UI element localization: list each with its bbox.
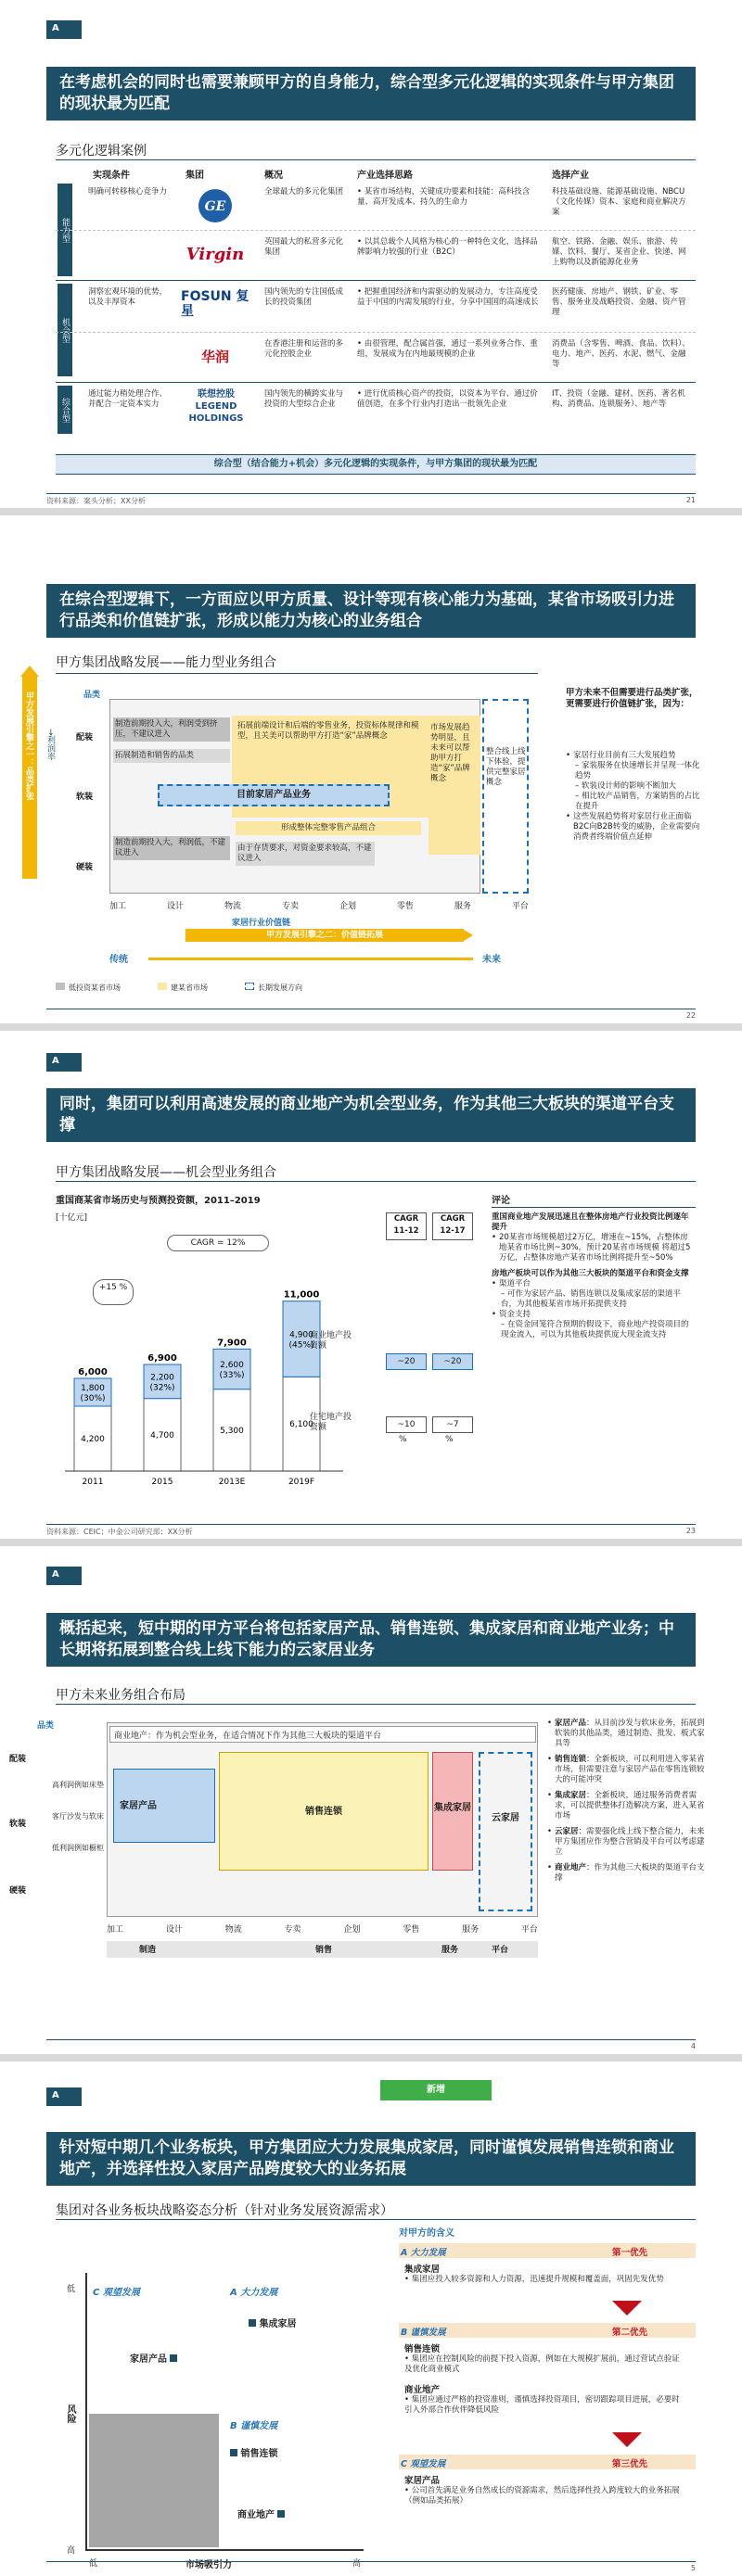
slide-title: 在考虑机会的同时也需要兼顾甲方的自身能力，综合型多元化逻辑的实现条件与甲方集团的现状最为匹配 bbox=[46, 67, 696, 121]
category-label: 2019F bbox=[288, 1478, 315, 1487]
box-full-retail: 形成整体完整零售产品组合 bbox=[236, 821, 421, 835]
label-strong: A 大力发展 bbox=[230, 2288, 278, 2298]
growth-badge: +15 % bbox=[93, 1279, 134, 1305]
slide-5 bbox=[0, 2062, 742, 2576]
x-engine-arrow: 甲方发展引擎之二：价值链拓展 bbox=[186, 929, 464, 942]
arrow-up-icon bbox=[20, 666, 39, 677]
tier-b2-head: 商业地产 bbox=[404, 2385, 441, 2395]
value-label-commercial: 2,600 bbox=[220, 1361, 244, 1370]
value-label-residential: 5,300 bbox=[220, 1426, 244, 1436]
x-axis-line bbox=[85, 2549, 364, 2551]
y-label-soft: 软装 bbox=[76, 793, 94, 802]
logo-ge-text: GE bbox=[204, 199, 226, 214]
section-tag: A bbox=[46, 1567, 82, 1585]
row-overview: 国内领先的横跨实业与投资的大型综合企业 bbox=[264, 389, 344, 409]
row-industry: IT、投资（金融、建材、医药、著名机构、消费品、连锁服务）、地产等 bbox=[552, 389, 685, 409]
share-label: (33%) bbox=[219, 1371, 245, 1380]
slide-subtitle: 集团对各业务板块战略姿态分析（针对业务发展资源需求） bbox=[56, 2203, 393, 2218]
tier-c-label: C 观望发展 bbox=[401, 2459, 446, 2469]
y-label-high: 高利润例如床垫 bbox=[52, 1781, 104, 1789]
col-header-industry: 选择产业 bbox=[552, 171, 589, 181]
tier-b-label: B 谨慎发展 bbox=[401, 2328, 446, 2338]
divider bbox=[56, 159, 696, 160]
share-label: (30%) bbox=[80, 1394, 106, 1403]
y-profit-label: →利润率 bbox=[45, 729, 55, 761]
cagr-header-1: CAGR 11-12 bbox=[386, 1212, 427, 1240]
footer bbox=[46, 1009, 696, 1023]
x-label: 设计 bbox=[165, 1925, 183, 1935]
box-expand-1: 拓展制造和销售的品类 bbox=[113, 749, 230, 763]
tier-b2-text: • 集团应通过严格的投资准则，谨慎选择投资项目，密切跟踪项目进展，必要时引入外部合作伙伴降低风险 bbox=[404, 2395, 680, 2415]
cagr-res-1: ~10 bbox=[386, 1416, 427, 1433]
tier-a-head: 集成家居 bbox=[404, 2265, 441, 2275]
right-title: 对甲方的含义 bbox=[399, 2228, 454, 2239]
y-axis-line bbox=[85, 2273, 87, 2551]
row-overview: 国内领先的专注国低成长的投资集团 bbox=[264, 287, 344, 307]
legend-item: 长期发展方向 bbox=[245, 983, 302, 993]
x-label: 服务 bbox=[462, 1925, 480, 1935]
comment: • 20某省市场规模超过2万亿，增速在~15%，占整体房地某省市场比例~30%，预计20某省市场规模 将超过5万亿，占整体房地产某省市场比例将提升至~50% bbox=[492, 1233, 696, 1263]
share-label: (45%) bbox=[288, 1340, 314, 1351]
group-label-capability: 能力型 bbox=[58, 184, 72, 276]
side-notes bbox=[547, 1719, 705, 1884]
block-cloud-home: 云家居 bbox=[479, 1752, 532, 1911]
box-platform: 整合线上线下体验，提供完整家居概念 bbox=[486, 747, 526, 787]
x-label: 零售 bbox=[396, 902, 414, 911]
value-label-residential: 6,100 bbox=[289, 1420, 313, 1430]
value-label-residential: 4,200 bbox=[81, 1435, 105, 1444]
divider bbox=[56, 1181, 696, 1182]
cagr-comm-2: ~20 bbox=[432, 1353, 473, 1370]
value-label-commercial: 2,200 bbox=[150, 1373, 174, 1383]
value-label-residential: 4,700 bbox=[150, 1430, 174, 1440]
slide-subtitle: 多元化逻辑案例 bbox=[56, 144, 147, 159]
x-axis bbox=[107, 1922, 538, 1935]
item-retail-chain: 销售连锁 bbox=[230, 2445, 277, 2459]
section-tag: A bbox=[46, 20, 82, 39]
y-label-fit: 配装 bbox=[9, 1755, 27, 1764]
y-label-hard: 硬装 bbox=[76, 863, 94, 872]
x-group-manufacture: 制造 bbox=[139, 1946, 157, 1955]
x-axis bbox=[109, 899, 529, 911]
total-label: 11,000 bbox=[283, 1289, 320, 1301]
commercial-banner bbox=[109, 1726, 536, 1743]
section-tag: A bbox=[46, 2087, 82, 2106]
side-point: – 相比较产品销售，方案销售的占比在提升 bbox=[575, 792, 700, 811]
x-label: 专卖 bbox=[284, 1925, 301, 1935]
tier-b-text: • 集团应在控制风险的前提下投入资源，例如在大规模扩展前，通过营试点验证及优化商业模式 bbox=[404, 2354, 680, 2374]
item-commercial: 商业地产 bbox=[237, 2506, 285, 2520]
x-group-service: 服务 bbox=[441, 1946, 459, 1955]
cagr-res-2-unit: % bbox=[445, 1435, 454, 1444]
row-divider bbox=[56, 332, 696, 333]
divider bbox=[492, 1207, 696, 1208]
y-label-low: 低利润例如橱柜 bbox=[52, 1844, 104, 1852]
x-label: 加工 bbox=[109, 902, 127, 911]
tier-a-priority: 第一优先 bbox=[612, 2248, 648, 2258]
platform-box bbox=[482, 699, 529, 894]
divider bbox=[56, 673, 538, 674]
x-label: 设计 bbox=[166, 902, 184, 911]
legend-item: 低投资某省市场 bbox=[56, 983, 121, 993]
y-high: 高 bbox=[67, 2546, 76, 2556]
tier-c-text: • 公司首先满足业务自然成长的资源需求，然后选择性投入跨度较大的业务拓展（例如品类拓展） bbox=[404, 2486, 680, 2506]
y-label-fit: 配装 bbox=[76, 733, 94, 742]
comments bbox=[492, 1212, 696, 1340]
section-tag: A bbox=[46, 1053, 82, 1072]
slide-subtitle: 甲方集团战略发展——机会型业务组合 bbox=[56, 1165, 276, 1180]
footer bbox=[46, 493, 696, 508]
category-label: 2015 bbox=[151, 1478, 173, 1487]
row-cond: 明确可转移核心竞争力 bbox=[88, 187, 168, 197]
slide-subtitle: 甲方集团战略发展——能力型业务组合 bbox=[56, 655, 276, 670]
x-right-label: 未来 bbox=[482, 955, 501, 965]
col-header-overview: 概况 bbox=[264, 171, 283, 181]
x-label: 专卖 bbox=[281, 902, 299, 911]
y-category-title: 品类 bbox=[37, 1721, 55, 1731]
side-point: – 软装设计师的影响不断加大 bbox=[575, 781, 676, 791]
slide-3 bbox=[0, 1031, 742, 1539]
group-label-hybrid: 综合型 bbox=[58, 386, 72, 434]
tier-a-text: • 集团应投入较多资源和人力资源，迅速提升规模和覆盖面，巩固先发优势 bbox=[404, 2275, 664, 2284]
x-left-label: 传统 bbox=[109, 955, 128, 965]
box-manufacture-bottom: 制造前期投入大，利润低，不建议进入 bbox=[113, 836, 230, 860]
comment: – 可作为家居产品、销售连锁以及集成家居的渠道平台，为其他板某省市场开拓提供支持 bbox=[501, 1289, 681, 1309]
category-label: 2011 bbox=[82, 1478, 104, 1487]
y-category-title: 品类 bbox=[83, 691, 101, 700]
slide-1 bbox=[0, 0, 742, 508]
y-axis-label: 风险 bbox=[65, 2405, 75, 2423]
note-home-products: • 家居产品：从目前沙发与软床业务，拓展到软装的其他品类，通过制造、批发、板式家具等 bbox=[547, 1719, 705, 1749]
y-label-hard: 硬装 bbox=[9, 1886, 27, 1896]
x-group-platform: 平台 bbox=[492, 1946, 509, 1955]
total-label: 6,000 bbox=[78, 1367, 108, 1377]
x-label: 加工 bbox=[107, 1925, 124, 1935]
x-label: 平台 bbox=[520, 1925, 538, 1935]
x-label: 企划 bbox=[339, 902, 356, 911]
x-label: 平台 bbox=[511, 902, 529, 911]
side-point: • 这些发展趋势将对家居行业正面临B2C向B2B转变的威胁，企业需要向消费者终端价值点延伸 bbox=[566, 812, 705, 843]
value-label-commercial: 1,800 bbox=[81, 1384, 105, 1393]
legend-commercial: 商业地产投资额 bbox=[310, 1331, 352, 1351]
row-industry: 消费品（含零售、啤酒、食品、饮料）、电力、地产、医药、水泥、燃气、金融等 bbox=[552, 339, 690, 369]
y-label-mid: 客厅沙发与软床 bbox=[52, 1812, 104, 1821]
side-title: 甲方未来不但需要进行品类扩张，更需要进行价值链扩张，因为： bbox=[566, 688, 698, 709]
page-number: 22 bbox=[685, 1011, 696, 1020]
row-idea: • 把握重国经济和内需驱动的发展动力，专注高度受益于中国的内需发展的行业，分享中国国的高速成长 bbox=[357, 287, 539, 307]
legend-residential: 住宅地产投资额 bbox=[310, 1413, 352, 1432]
label-watch: C 观望发展 bbox=[93, 2288, 140, 2298]
comment-head: 房地产板块可以作为其他三大板块的渠道平台和资金支撑 bbox=[492, 1269, 689, 1278]
divider bbox=[56, 2219, 696, 2220]
new-badge: 新增 bbox=[380, 2080, 492, 2100]
legend-item: 建某省市场 bbox=[158, 983, 208, 993]
chart-title: 重国商某省市场历史与预测投资额，2011–2019 bbox=[56, 1196, 261, 1206]
col-header-cond: 实现条件 bbox=[93, 171, 130, 181]
tier-b-head: 销售连锁 bbox=[404, 2344, 441, 2354]
side-points bbox=[566, 751, 705, 843]
row-overview: 在香港注册和运营的多元化控股企业 bbox=[264, 339, 344, 359]
chart-unit: [十亿元] bbox=[56, 1213, 88, 1223]
arrow-down-icon bbox=[612, 2432, 642, 2447]
comment: • 渠道平台 bbox=[492, 1279, 696, 1289]
slide-title: 概括起来，短中期的甲方平台将包括家居产品、销售连锁、集成家居和商业地产业务；中长期将拓展到整合线上线下能力的云家居业务 bbox=[46, 1613, 696, 1667]
row-industry: 医药健康、房地产、钢铁、矿业、零售、服务业及战略投资、金融、资产管理 bbox=[552, 287, 686, 317]
x-axis-label: 市场吸引力 bbox=[186, 2560, 232, 2570]
legend bbox=[56, 983, 302, 993]
comment-head: 重国商业地产发展迅速且在整体房地产行业投资比例逐年提升 bbox=[492, 1212, 689, 1232]
cagr-comm-1: ~20 bbox=[386, 1353, 427, 1370]
col-header-group: 集团 bbox=[186, 171, 204, 181]
note-commercial: • 商业地产：作为其他三大板块的渠道平台支撑 bbox=[547, 1863, 705, 1884]
item-home-products: 家居产品 bbox=[130, 2351, 177, 2365]
footer-source: 资料来源：案头分析；XX分析 bbox=[46, 497, 146, 505]
box-manufacture-top: 制造前期投入大，利润受到挤压，不建议进入 bbox=[113, 717, 230, 742]
slide-2 bbox=[0, 515, 742, 1023]
footer-source: 资料来源：CEIC；中金公司研究部；XX分析 bbox=[46, 1528, 193, 1536]
legend-logo: 联想控股 LEGEND HOLDINGS bbox=[188, 388, 244, 424]
slide-subtitle: 甲方未来业务组合布局 bbox=[56, 1688, 186, 1703]
slide-title: 在综合型逻辑下，一方面应以甲方质量、设计等现有核心能力为基础，某省市场吸引力进行品类和价值链扩张，形成以能力为核心的业务组合 bbox=[46, 584, 696, 638]
row-divider bbox=[56, 230, 696, 231]
cagr-total-badge: CAGR = 12% bbox=[167, 1235, 269, 1251]
virgin-logo: Virgin bbox=[186, 244, 245, 264]
group-label-opportunity: 机会型 bbox=[58, 284, 72, 376]
side-point: • 家居行业目前有三大发展趋势 bbox=[566, 751, 705, 761]
x-high: 高 bbox=[352, 2559, 362, 2569]
row-idea: • 以其总裁个人风格为核心的一种特色文化，选择品牌影响力较强的行业（B2C） bbox=[357, 237, 538, 257]
box-service: 市场发展趋势明显，且未来可以帮助甲方打造“家”品牌概念 bbox=[430, 723, 470, 783]
quadrant-a bbox=[223, 2280, 360, 2410]
note-integrated-home: • 集成家居：全新板块，通过服务消费者需求，可以提供整体打造解决方案，进入某省市场 bbox=[547, 1791, 705, 1821]
comment: • 资金支持 bbox=[492, 1310, 696, 1320]
note-retail-chain: • 销售连锁：全新板块，可以利用进入零某省市场，但需要注意与家居产品在零售连锁较大的可能冲突 bbox=[547, 1755, 705, 1785]
quadrant-c bbox=[89, 2280, 219, 2410]
cr-logo: 华润 bbox=[200, 348, 229, 365]
tier-c-head: 家居产品 bbox=[404, 2476, 441, 2486]
tier-a-label: A 大力发展 bbox=[401, 2248, 446, 2258]
x-label: 零售 bbox=[403, 1925, 420, 1935]
block-retail-chain: 销售连锁 bbox=[219, 1752, 429, 1871]
conclusion-box: 综合型（结合能力+机会）多元化逻辑的实现条件，与甲方集团的现状最为匹配 bbox=[56, 454, 696, 475]
x-label: 服务 bbox=[454, 902, 471, 911]
arrow-down-icon bbox=[612, 2301, 642, 2316]
side-point: – 家装服务在快速增长并呈现一体化趋势 bbox=[575, 761, 700, 780]
x-label: 企划 bbox=[343, 1925, 361, 1935]
block-home-products: 家居产品 bbox=[113, 1769, 215, 1843]
row-idea: • 某省市场结构，关键成功要素和技能：高科技含量、高开发成本、持久的生命力 bbox=[357, 187, 531, 207]
footer bbox=[46, 2561, 696, 2576]
cagr-res-2: ~7 bbox=[432, 1416, 473, 1433]
row-overview: 英国最大的私营多元化集团 bbox=[264, 237, 344, 257]
timeline-arrow bbox=[148, 958, 473, 960]
box-frontend: 拓展前端设计和后端的零售业务，投资标体规律和模型，且关美可以帮助甲方打造“家”品牌概念 bbox=[237, 721, 419, 741]
total-label: 6,900 bbox=[147, 1353, 177, 1364]
value-label-commercial: 4,900 bbox=[289, 1330, 313, 1340]
comments-title: 评论 bbox=[492, 1196, 510, 1206]
row-cond: 通过能力稍处理合作、并配合一定资本实力 bbox=[88, 389, 168, 409]
page-number: 5 bbox=[690, 2564, 696, 2572]
quadrant-b bbox=[223, 2414, 360, 2547]
category-label: 2013E bbox=[218, 1478, 246, 1487]
x-category-title: 家居行业价值链 bbox=[232, 919, 291, 928]
banner-text: 商业地产：作为机会型业务，在适合情况下作为其他三大板块的渠道平台 bbox=[114, 1732, 382, 1741]
row-idea: • 进行优质核心资产的投资，以资本为平台、通过价值创造，在多个行业内打造出一批领先企业 bbox=[357, 389, 538, 409]
group-divider bbox=[56, 280, 696, 281]
note-cloud-home: • 云家居：需要强化线上线下整合能力，未来甲方集团应作为整合营销及平台可以考虑建立 bbox=[547, 1827, 705, 1858]
y-label-soft: 软装 bbox=[9, 1820, 27, 1829]
footer bbox=[46, 1524, 696, 1539]
col-header-idea: 产业选择思路 bbox=[357, 171, 413, 181]
divider bbox=[56, 1704, 696, 1705]
page-number: 23 bbox=[685, 1527, 696, 1535]
x-group-sales: 销售 bbox=[315, 1946, 333, 1955]
row-industry: 航空、铁路、金融、娱乐、旅游、传媒、饮料、餐厅、某省企业、快递、网上购物以及新能源化业务 bbox=[552, 237, 686, 267]
label-cautious: B 谨慎发展 bbox=[230, 2421, 278, 2431]
x-low: 低 bbox=[89, 2559, 98, 2569]
arrow-right-icon bbox=[464, 930, 473, 941]
page-number: 21 bbox=[685, 496, 696, 504]
group-divider bbox=[56, 382, 696, 383]
page-number: 4 bbox=[690, 2042, 696, 2050]
slide-4 bbox=[0, 1546, 742, 2054]
quadrant-risk bbox=[89, 2414, 219, 2547]
cagr-header-2: CAGR 12-17 bbox=[432, 1212, 473, 1240]
core-business-box: 目前家居产品业务 bbox=[158, 784, 390, 806]
footer bbox=[46, 2039, 696, 2054]
tier-b-priority: 第二优先 bbox=[612, 2328, 648, 2338]
block-integrated-home: 集成家居 bbox=[432, 1752, 473, 1871]
bar-chart bbox=[56, 1221, 362, 1499]
slide-title: 针对短中期几个业务板块，甲方集团应大力发展集成家居，同时谨慎发展销售连锁和商业地产，并选择性投入家居产品跨度较大的业务拓展 bbox=[46, 2132, 696, 2186]
cagr-res-1-unit: % bbox=[399, 1435, 407, 1444]
item-integrated-home: 集成家居 bbox=[249, 2316, 296, 2329]
box-inventory: 由于存货要求，对资金要求较高，不建议进入 bbox=[236, 842, 375, 866]
x-label: 物流 bbox=[224, 902, 241, 911]
ge-logo bbox=[181, 185, 249, 226]
row-cond: 洞察宏观环境的优势，以及丰厚资本 bbox=[88, 287, 168, 307]
share-label: (32%) bbox=[149, 1383, 175, 1393]
row-idea: • 由很管理，配合属首强，通过一系列业务合作、重组，发展成为在内地最规模的企业 bbox=[357, 339, 538, 359]
total-label: 7,900 bbox=[217, 1338, 247, 1349]
tier-c-priority: 第三优先 bbox=[612, 2459, 648, 2469]
y-low: 低 bbox=[67, 2285, 76, 2294]
comment: – 在资金回笼符合预期的假设下，商业地产投资项目的现金流入，可以为其他板块提供庞大现金流支持 bbox=[501, 1320, 689, 1339]
row-industry: 科技基础设施、能源基础设施、NBCU（文化传媒）资本、家庭和商业解决方案 bbox=[552, 187, 686, 217]
slide-title: 同时，集团可以利用高速发展的商业地产为机会型业务，作为其他三大板块的渠道平台支撑 bbox=[46, 1088, 696, 1142]
row-overview: 全球最大的多元化集团 bbox=[264, 187, 344, 197]
fosun-logo: FOSUN 复星 bbox=[181, 289, 249, 319]
y-engine-label: 甲方发展引擎之一：品类扩张 bbox=[24, 692, 33, 800]
x-label: 物流 bbox=[224, 1925, 242, 1935]
